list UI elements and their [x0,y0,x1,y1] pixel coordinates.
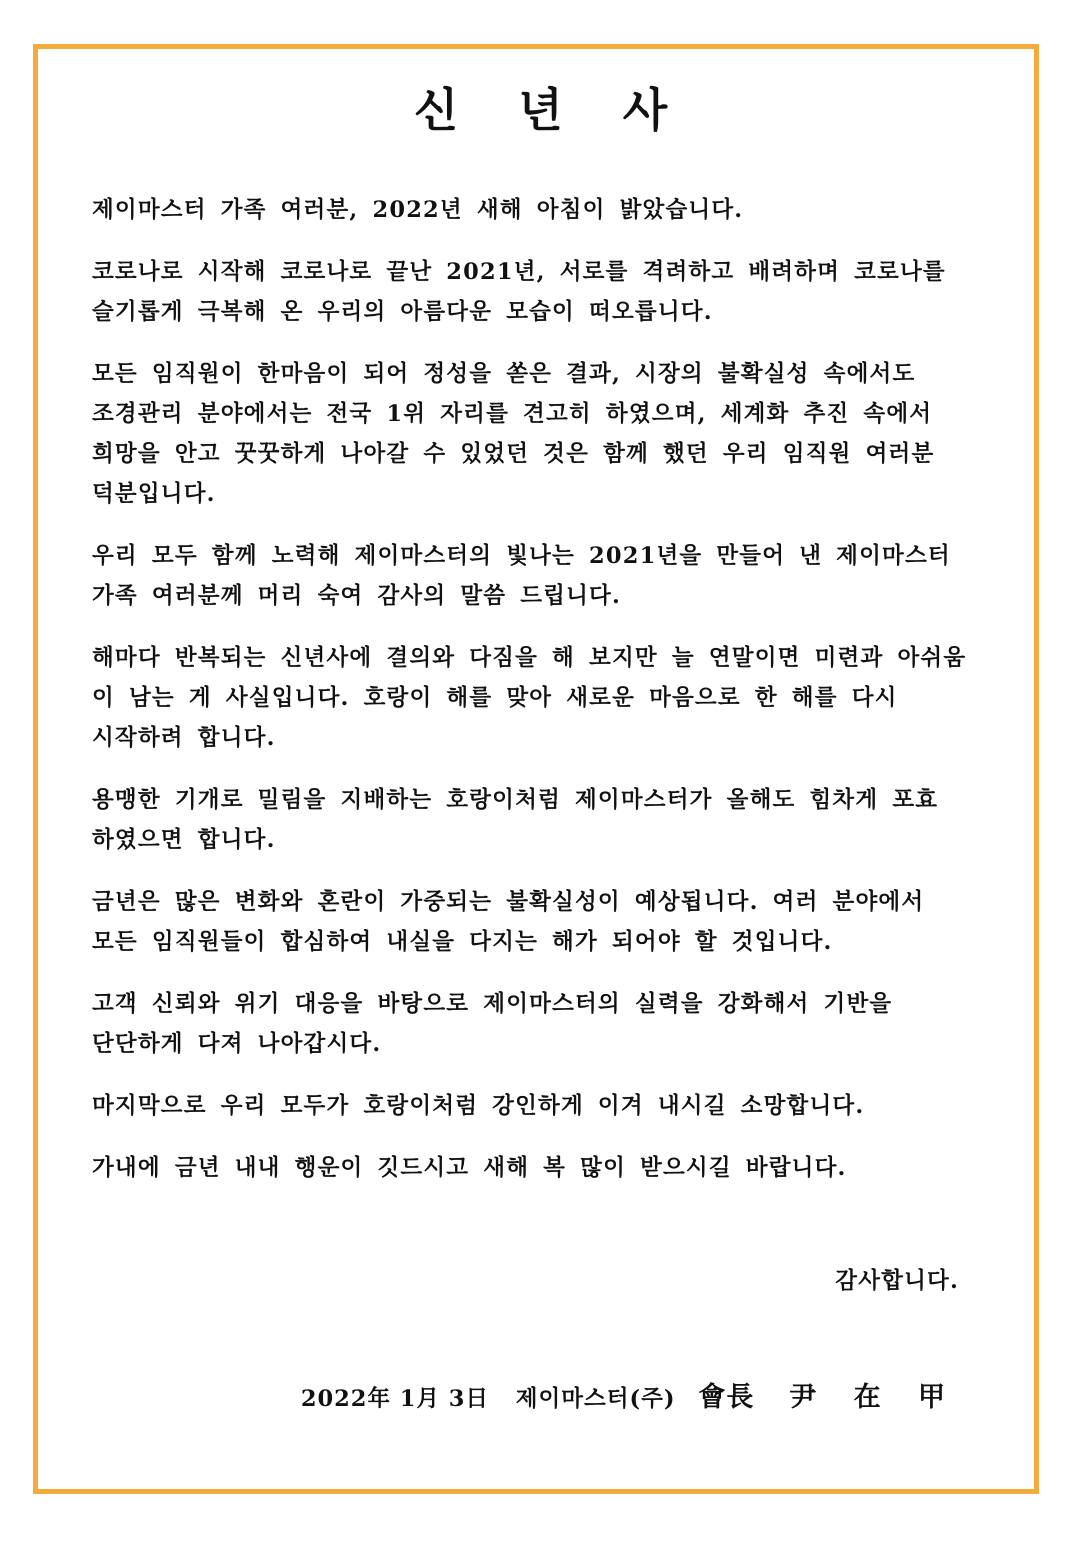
signature-company: 제이마스터(주) [515,1386,676,1412]
paragraph-10 [92,1148,1002,1188]
paragraph-9 [92,1086,1002,1126]
paragraph-line: 단단하게 다져 나아갑시다. [92,1031,382,1057]
paragraph-line: 시작하려 합니다. [92,725,276,751]
signature-date: 2022年 1月 3日 [300,1386,489,1412]
paragraph-line: 모든 임직원이 한마음이 되어 정성을 쏟은 결과, 시장의 불확실성 속에서도 [92,361,916,387]
document-body [92,190,1002,1210]
paragraph-8 [92,984,1002,1064]
closing-text: 감사합니다. [835,1268,959,1294]
paragraph-line: 해마다 반복되는 신년사에 결의와 다짐을 해 보지만 늘 연말이면 미련과 아쉬움 [92,645,967,671]
paragraph-line: 덕분입니다. [92,481,216,507]
paragraph-line: 고객 신뢰와 위기 대응을 바탕으로 제이마스터의 실력을 강화해서 기반을 [92,991,893,1017]
paragraph-line: 하였으면 합니다. [92,827,276,853]
paragraph-4 [92,536,1002,616]
paragraph-line: 가족 여러분께 머리 숙여 감사의 말씀 드립니다. [92,583,621,609]
signature-title: 會長 [698,1382,755,1413]
paragraph-line: 마지막으로 우리 모두가 호랑이처럼 강인하게 이겨 내시길 소망합니다. [92,1093,865,1119]
document-title: 신 년 사 [413,83,690,137]
signature-block [301,1376,959,1421]
paragraph-line: 용맹한 기개로 밀림을 지배하는 호랑이처럼 제이마스터가 올해도 힘차게 포효 [92,787,939,813]
paragraph-line: 우리 모두 함께 노력해 제이마스터의 빛나는 2021년을 만들어 낸 제이마스터 [92,543,951,569]
paragraph-2 [92,252,1002,332]
paragraph-line: 가내에 금년 내내 행운이 깃드시고 새해 복 많이 받으시길 바랍니다. [92,1155,847,1181]
signature-name: 尹 在 甲 [789,1382,959,1413]
paragraph-line: 이 남는 게 사실입니다. 호랑이 해를 맞아 새로운 마음으로 한 해를 다시 [92,685,898,711]
paragraph-5 [92,638,1002,758]
paragraph-3 [92,354,1002,514]
paragraph-line: 조경관리 분야에서는 전국 1위 자리를 견고히 하였으며, 세계화 추진 속에서 [92,401,933,427]
paragraph-6 [92,780,1002,860]
paragraph-line: 제이마스터 가족 여러분, 2022년 새해 아침이 밝았습니다. [92,197,744,223]
paragraph-line: 희망을 안고 꿋꿋하게 나아갈 수 있었던 것은 함께 했던 우리 임직원 여러분 [92,441,935,467]
paragraph-line: 슬기롭게 극복해 온 우리의 아름다운 모습이 떠오릅니다. [92,299,713,325]
paragraph-1 [92,190,1002,230]
paragraph-line: 모든 임직원들이 합심하여 내실을 다지는 해가 되어야 할 것입니다. [92,929,833,955]
paragraph-7 [92,882,1002,962]
paragraph-line: 금년은 많은 변화와 혼란이 가중되는 불확실성이 예상됩니다. 여러 분야에서 [92,889,925,915]
paragraph-line: 코로나로 시작해 코로나로 끝난 2021년, 서로를 격려하고 배려하며 코로나를 [92,259,946,285]
